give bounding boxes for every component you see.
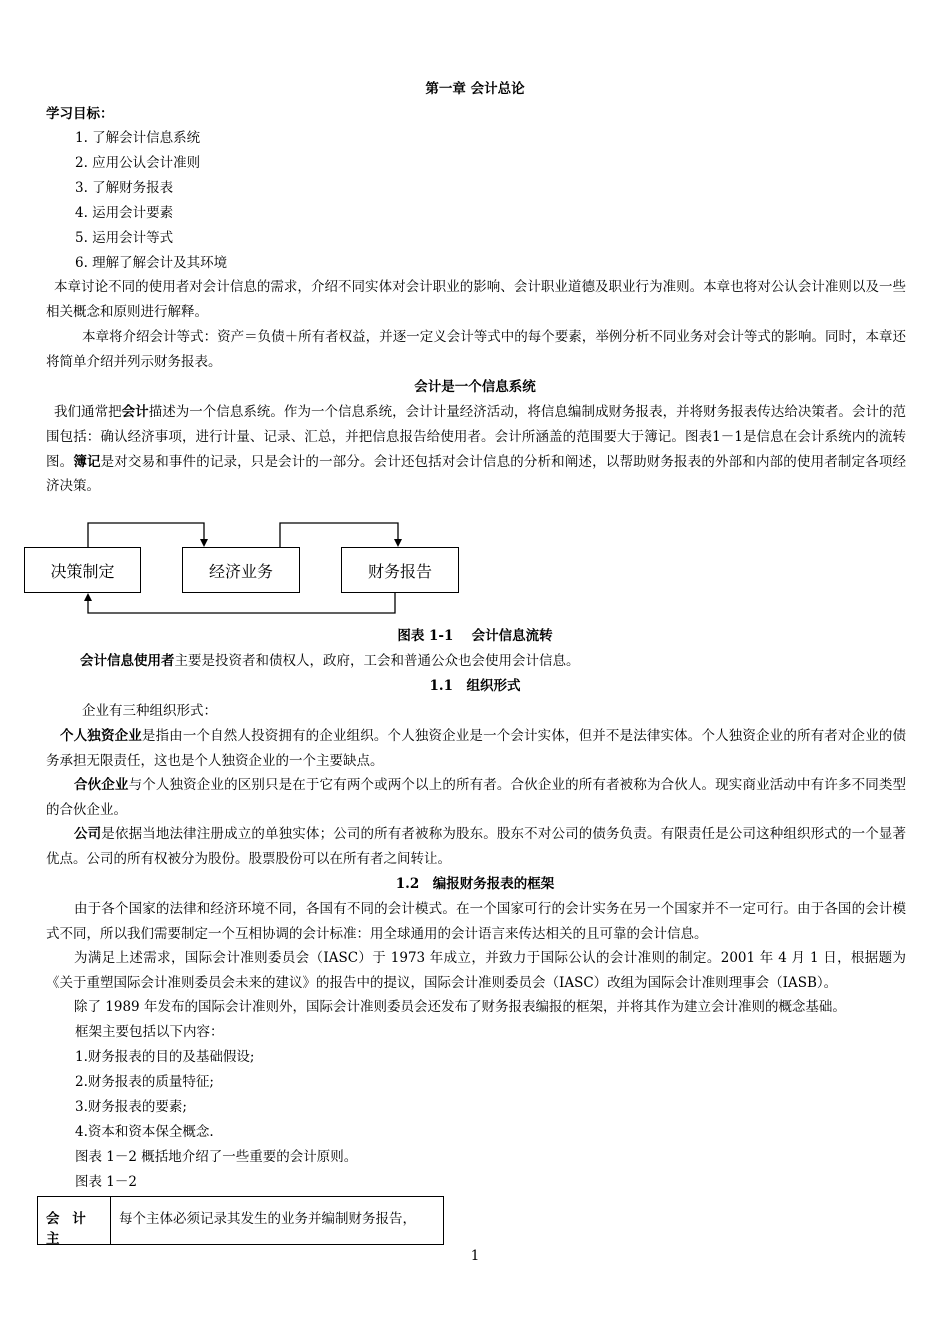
org-forms-lead: 企业有三种组织形式： xyxy=(82,703,217,719)
table-caption: 图表 1－2 xyxy=(75,1174,137,1190)
intro-paragraph-1: 本章讨论不同的使用者对会计信息的需求，介绍不同实体对会计职业的影响、会计职业道德及职业行为准则。本章也将对公认会计准则以及一些相关概念和原则进行解释。 xyxy=(46,279,906,320)
section-title-1-2: 1.2 编报财务报表的框架 xyxy=(395,876,555,892)
objective-item: 5. 运用会计等式 xyxy=(75,230,174,246)
framework-list-lead: 框架主要包括以下内容： xyxy=(75,1024,224,1040)
table-cell-label: 会 计 主 xyxy=(38,1197,111,1244)
figure-caption: 图表 1-1 会计信息流转 xyxy=(397,628,553,644)
section-title-info-system: 会计是一个信息系统 xyxy=(414,379,536,395)
framework-paragraph-2: 为满足上述需求，国际会计准则委员会（IASC）于 1973 年成立，并致力于国际公认的会计准则的制定。2001 年 4 月 1 日，根据题为《关于重塑国际会计准则委员会未来的建议》的报告中的提议，国际会计准则委员会（IASC）改组为国际会计准则理事会（IASB）。 xyxy=(46,950,906,991)
framework-list-item: 4.资本和资本保全概念. xyxy=(75,1124,214,1140)
flow-box-decision: 决策制定 xyxy=(24,547,141,593)
sole-proprietorship-paragraph: 个人独资企业是指由一个自然人投资拥有的企业组织。个人独资企业是一个会计实体，但并不是法律实体。个人独资企业的所有者对企业的债务承担无限责任，这也是个人独资企业的一个主要缺点。 xyxy=(46,728,907,769)
objectives-heading: 学习目标： xyxy=(46,106,114,122)
section-title-1-1: 1.1 组织形式 xyxy=(429,678,521,694)
framework-list-item: 3.财务报表的要素; xyxy=(75,1099,187,1115)
objective-item: 1. 了解会计信息系统 xyxy=(75,130,201,146)
users-paragraph: 会计信息使用者主要是投资者和债权人，政府，工会和普通公众也会使用会计信息。 xyxy=(80,653,580,669)
info-system-paragraph: 我们通常把会计描述为一个信息系统。作为一个信息系统，会计计量经济活动，将信息编制成财务报表，并将财务报表传达给决策者。会计的范围包括：确认经济事项，进行计量、记录、汇总，并把信息报告给使用者。会计所涵盖的范围要大于簿记。图表1－1是信息在会计系统内的流转图。簿记是对交易和事件的记录，只是会计的一部分。会计还包括对会计信息的分析和阐述，以帮助财务报表的外部和内部的使用者制定各项经济决策。 xyxy=(46,404,907,495)
flow-box-report: 财务报告 xyxy=(341,547,459,593)
objective-item: 2. 应用公认会计准则 xyxy=(75,155,201,171)
partnership-paragraph: 合伙企业与个人独资企业的区别只是在于它有两个或两个以上的所有者。合伙企业的所有者被称为合伙人。现实商业活动中有许多不同类型的合伙企业。 xyxy=(46,777,907,818)
page-number: 1 xyxy=(470,1248,480,1264)
framework-list-item: 1.财务报表的目的及基础假设; xyxy=(75,1049,255,1065)
framework-paragraph-3: 除了 1989 年发布的国际会计准则外，国际会计准则委员会还发布了财务报表编报的框架，并将其作为建立会计准则的概念基础。 xyxy=(74,999,846,1015)
flow-box-business: 经济业务 xyxy=(182,547,300,593)
objective-item: 3. 了解财务报表 xyxy=(75,180,174,196)
framework-list-item: 2.财务报表的质量特征; xyxy=(75,1074,214,1090)
corporation-paragraph: 公司是依据当地法律注册成立的单独实体；公司的所有者被称为股东。股东不对公司的债务负责。有限责任是公司这种组织形式的一个显著优点。公司的所有权被分为股份。股票股份可以在所有者之间转让。 xyxy=(46,826,907,867)
intro-paragraph-2: 本章将介绍会计等式：资产＝负债＋所有者权益，并逐一定义会计等式中的每个要素，举例分析不同业务对会计等式的影响。同时，本章还将简单介绍并列示财务报表。 xyxy=(46,329,906,370)
chapter-title: 第一章 会计总论 xyxy=(425,81,525,97)
principles-table xyxy=(37,1196,444,1245)
table-cell-text: 每个主体必须记录其发生的业务并编制财务报告， xyxy=(119,1211,416,1227)
objective-item: 4. 运用会计要素 xyxy=(75,205,174,221)
objective-item: 6. 理解了解会计及其环境 xyxy=(75,255,228,271)
flow-arrows xyxy=(0,505,950,625)
framework-paragraph-1: 由于各个国家的法律和经济环境不同，各国有不同的会计模式。在一个国家可行的会计实务在另一个国家并不一定可行。由于各国的会计模式不同，所以我们需要制定一个互相协调的会计标准：用全球通用的会计语言来传达相关的且可靠的会计信息。 xyxy=(46,901,906,942)
principles-intro: 图表 1－2 概括地介绍了一些重要的会计原则。 xyxy=(75,1149,358,1165)
